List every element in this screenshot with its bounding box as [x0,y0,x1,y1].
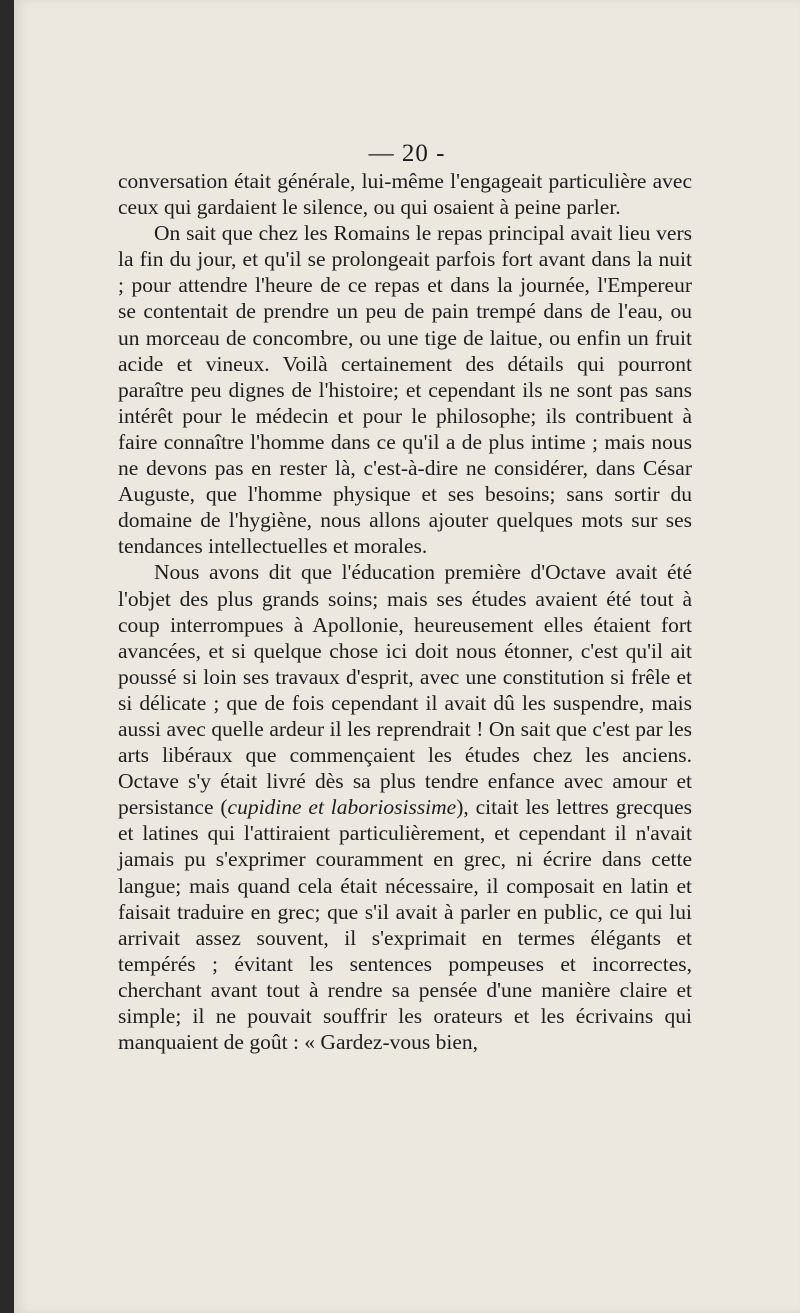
paragraph-education-part-2: ), citait les lettres grecques et latines qui l'attiraient particulièrement, et cependant il n'avait jamais pu s'exprimer couramment en grec, ni écrire dans cette langue; mais quand cela était nécessaire, il composait en latin et faisait traduire en grec; que s'il avait à parler en public, ce qui lui arrivait assez souvent, il s'exprimait en termes élégants et tempérés ; évitant les sentences pompeuses et incorrectes, cherchant avant tout à rendre sa pensée d'une manière claire et simple; il ne pouvait souffrir les orateurs et les écrivains qui manquaient de goût : « Gardez-vous bien, [118,795,692,1055]
body-text [118,168,692,1055]
paragraph-education-part-1: Nous avons dit que l'éducation première d'Octave avait été l'objet des plus grands soins; mais ses études avaient été tout à coup interrompues à Apollonie, heureusement elles étaient fort avancées, et si quelque chose ici doit nous étonner, c'est qu'il ait poussé si loin ses travaux d'esprit, avec une constitution si frêle et si délicate ; que de fois cependant il avait dû les suspendre, mais aussi avec quelle ardeur il les reprendrait ! On sait que c'est par les arts libéraux que commençaient les études chez les anciens. Octave s'y était livré dès sa plus tendre enfance avec amour et persistance ( [118,560,692,820]
book-page [14,0,800,1313]
paragraph-meals: On sait que chez les Romains le repas principal avait lieu vers la fin du jour, et qu'il se prolongeait parfois fort avant dans la nuit ; pour attendre l'heure de ce repas et dans la journée, l'Empereur se contentait de prendre un peu de pain trempé dans de l'eau, ou un morceau de concombre, ou une tige de laitue, ou enfin un fruit acide et vineux. Voilà certainement des détails qui pourront paraître peu dignes de l'histoire; et cependant ils ne sont pas sans intérêt pour le médecin et pour le philosophe; ils contribuent à faire connaître l'homme dans ce qu'il a de plus intime ; mais nous ne devons pas en rester là, c'est-à-dire ne considérer, dans César Auguste, que l'homme physique et ses besoins; sans sortir du domaine de l'hygiène, nous allons ajouter quelques mots sur ses tendances intellectuelles et morales. [118,221,692,559]
page-number: — 20 - [368,140,446,167]
paragraph-continuation: conversation était générale, lui-même l'engageait particulière avec ceux qui gardaient le silence, ou qui osaient à peine parler. [118,169,692,220]
latin-quote: cupidine et laboriosissime [227,795,457,820]
paragraph-education [118,559,692,1055]
